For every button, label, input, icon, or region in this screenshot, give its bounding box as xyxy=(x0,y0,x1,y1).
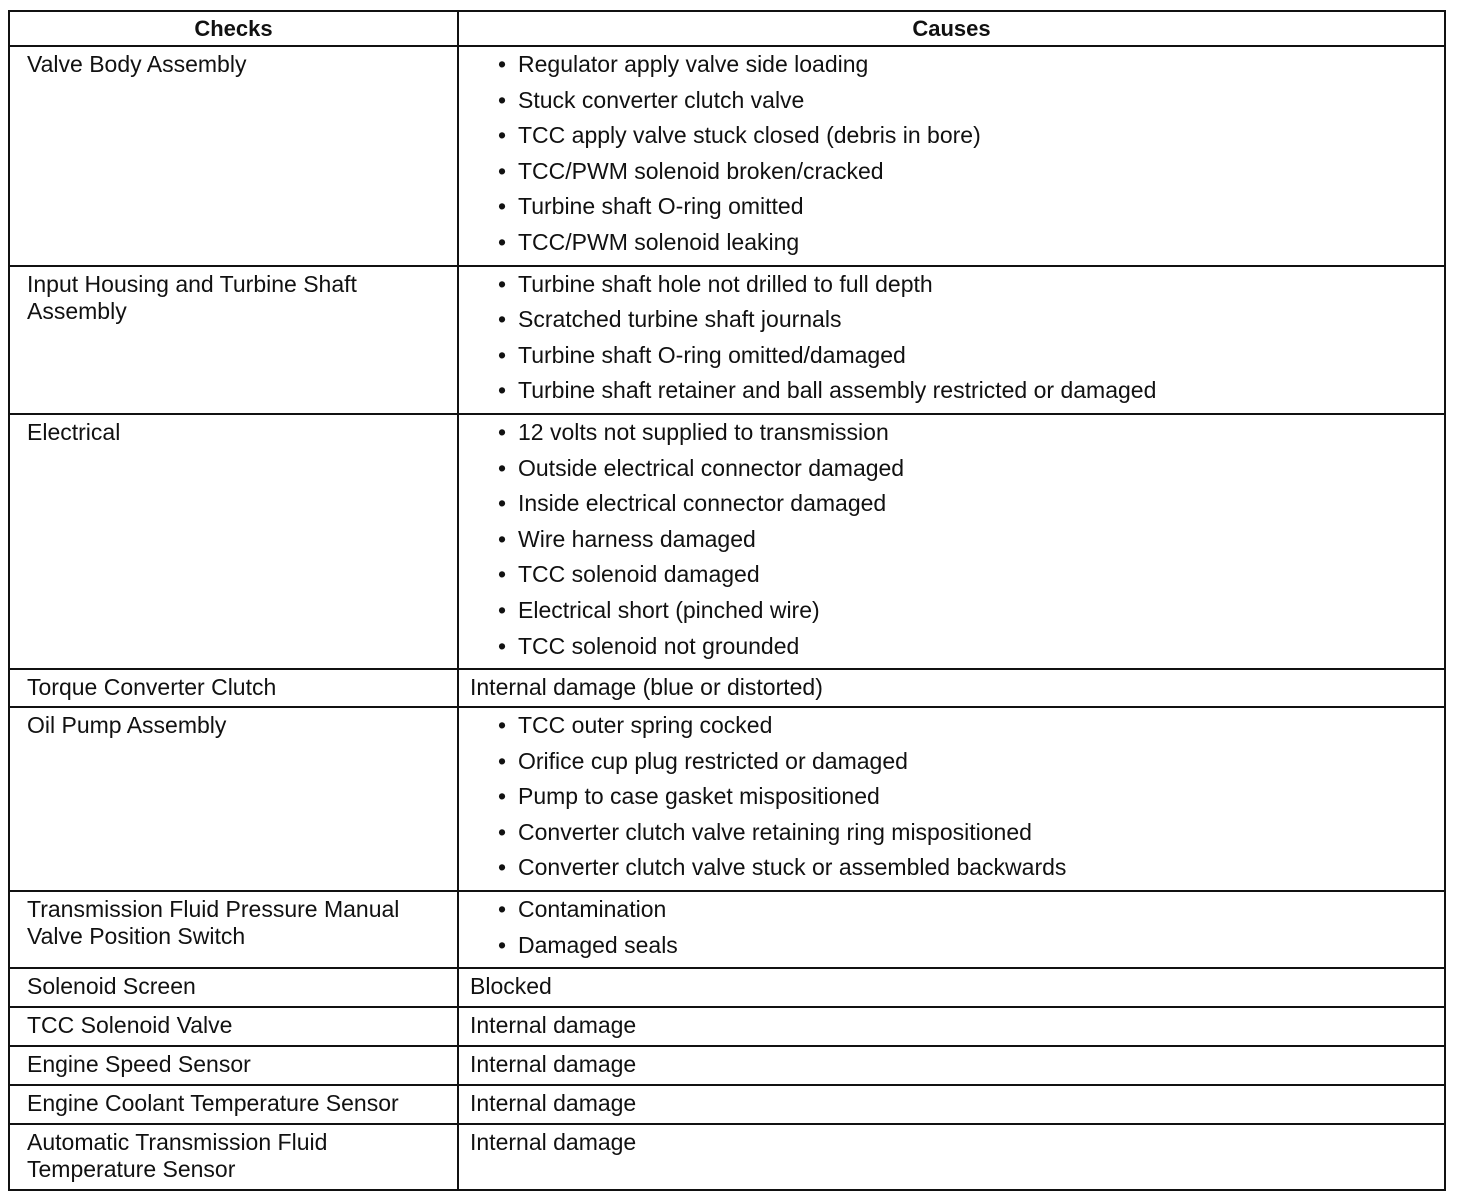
causes-cell xyxy=(458,1046,1445,1085)
table-row xyxy=(9,669,1445,707)
check-label: Transmission Fluid Pressure Manual Valve Position Switch xyxy=(27,896,400,950)
cause-item: • Electrical short (pinched wire) xyxy=(498,597,1436,633)
table-row xyxy=(9,707,1445,891)
causes-cell xyxy=(458,891,1445,968)
cause-item: • Pump to case gasket mispositioned xyxy=(498,783,1436,819)
check-cell xyxy=(9,266,458,414)
causes-cell xyxy=(458,968,1445,1007)
cause-text: Internal damage xyxy=(470,1090,637,1117)
cause-text: Internal damage xyxy=(470,1129,637,1156)
check-cell xyxy=(9,1085,458,1124)
causes-cell xyxy=(458,46,1445,266)
check-cell xyxy=(9,707,458,891)
cause-item: • Orifice cup plug restricted or damaged xyxy=(498,748,1436,784)
header-row xyxy=(9,11,1445,46)
causes-list xyxy=(470,419,1436,668)
causes-cell xyxy=(458,707,1445,891)
causes-cell xyxy=(458,1007,1445,1046)
cause-item: • Scratched turbine shaft journals xyxy=(498,306,1436,342)
cause-item: • TCC/PWM solenoid broken/cracked xyxy=(498,158,1436,194)
causes-list xyxy=(470,271,1436,413)
cause-item: • TCC apply valve stuck closed (debris in bore) xyxy=(498,122,1436,158)
cause-item: • Converter clutch valve retaining ring mispositioned xyxy=(498,819,1436,855)
check-label: TCC Solenoid Valve xyxy=(27,1012,233,1039)
check-label: Oil Pump Assembly xyxy=(27,712,227,739)
check-cell xyxy=(9,46,458,266)
check-label: Input Housing and Turbine Shaft Assembly xyxy=(27,270,357,324)
cause-item: • TCC solenoid damaged xyxy=(498,561,1436,597)
cause-text: Internal damage xyxy=(470,1012,637,1039)
cause-item: • TCC solenoid not grounded xyxy=(498,633,1436,669)
column-header-checks: Checks xyxy=(9,11,458,46)
cause-text: Blocked xyxy=(470,973,552,1000)
check-cell xyxy=(9,414,458,669)
check-cell xyxy=(9,1007,458,1046)
table-body xyxy=(9,46,1445,1190)
check-cell xyxy=(9,669,458,707)
cause-item: • Converter clutch valve stuck or assembled backwards xyxy=(498,854,1436,890)
cause-item: • TCC outer spring cocked xyxy=(498,712,1436,748)
cause-item: • Turbine shaft retainer and ball assembly restricted or damaged xyxy=(498,377,1436,413)
table-row xyxy=(9,1007,1445,1046)
check-cell xyxy=(9,891,458,968)
causes-list xyxy=(470,51,1436,265)
check-label: Solenoid Screen xyxy=(27,973,196,1000)
cause-text: Internal damage (blue or distorted) xyxy=(470,674,823,701)
cause-item: • Contamination xyxy=(498,896,1436,932)
diagnosis-table xyxy=(8,10,1446,1191)
causes-cell xyxy=(458,266,1445,414)
causes-list xyxy=(470,712,1436,890)
check-cell xyxy=(9,1124,458,1190)
cause-item: • Inside electrical connector damaged xyxy=(498,490,1436,526)
table-row xyxy=(9,414,1445,669)
cause-item: • Turbine shaft O-ring omitted xyxy=(498,193,1436,229)
check-label: Engine Coolant Temperature Sensor xyxy=(27,1090,399,1117)
cause-text: Internal damage xyxy=(470,1051,637,1078)
cause-item: • Wire harness damaged xyxy=(498,526,1436,562)
check-label: Torque Converter Clutch xyxy=(27,674,277,701)
cause-item: • Stuck converter clutch valve xyxy=(498,87,1436,123)
check-cell xyxy=(9,968,458,1007)
cause-item: • Turbine shaft hole not drilled to full depth xyxy=(498,271,1436,307)
causes-cell xyxy=(458,669,1445,707)
check-label: Valve Body Assembly xyxy=(27,51,247,77)
check-cell xyxy=(9,1046,458,1085)
cause-item: • 12 volts not supplied to transmission xyxy=(498,419,1436,455)
table-row xyxy=(9,968,1445,1007)
table-row xyxy=(9,1046,1445,1085)
check-label: Automatic Transmission Fluid Temperature Sensor xyxy=(27,1129,328,1183)
causes-cell xyxy=(458,1085,1445,1124)
causes-cell xyxy=(458,414,1445,669)
table-row xyxy=(9,1124,1445,1190)
cause-item: • Regulator apply valve side loading xyxy=(498,51,1436,87)
cause-item: • Turbine shaft O-ring omitted/damaged xyxy=(498,342,1436,378)
cause-item: • Damaged seals xyxy=(498,932,1436,968)
causes-cell xyxy=(458,1124,1445,1190)
check-label: Engine Speed Sensor xyxy=(27,1051,251,1078)
table-row xyxy=(9,891,1445,968)
check-label: Electrical xyxy=(27,418,121,445)
causes-list xyxy=(470,896,1436,967)
table-row xyxy=(9,1085,1445,1124)
table-row xyxy=(9,266,1445,414)
cause-item: • TCC/PWM solenoid leaking xyxy=(498,229,1436,265)
column-header-causes: Causes xyxy=(458,11,1445,46)
table-row xyxy=(9,46,1445,266)
cause-item: • Outside electrical connector damaged xyxy=(498,455,1436,491)
